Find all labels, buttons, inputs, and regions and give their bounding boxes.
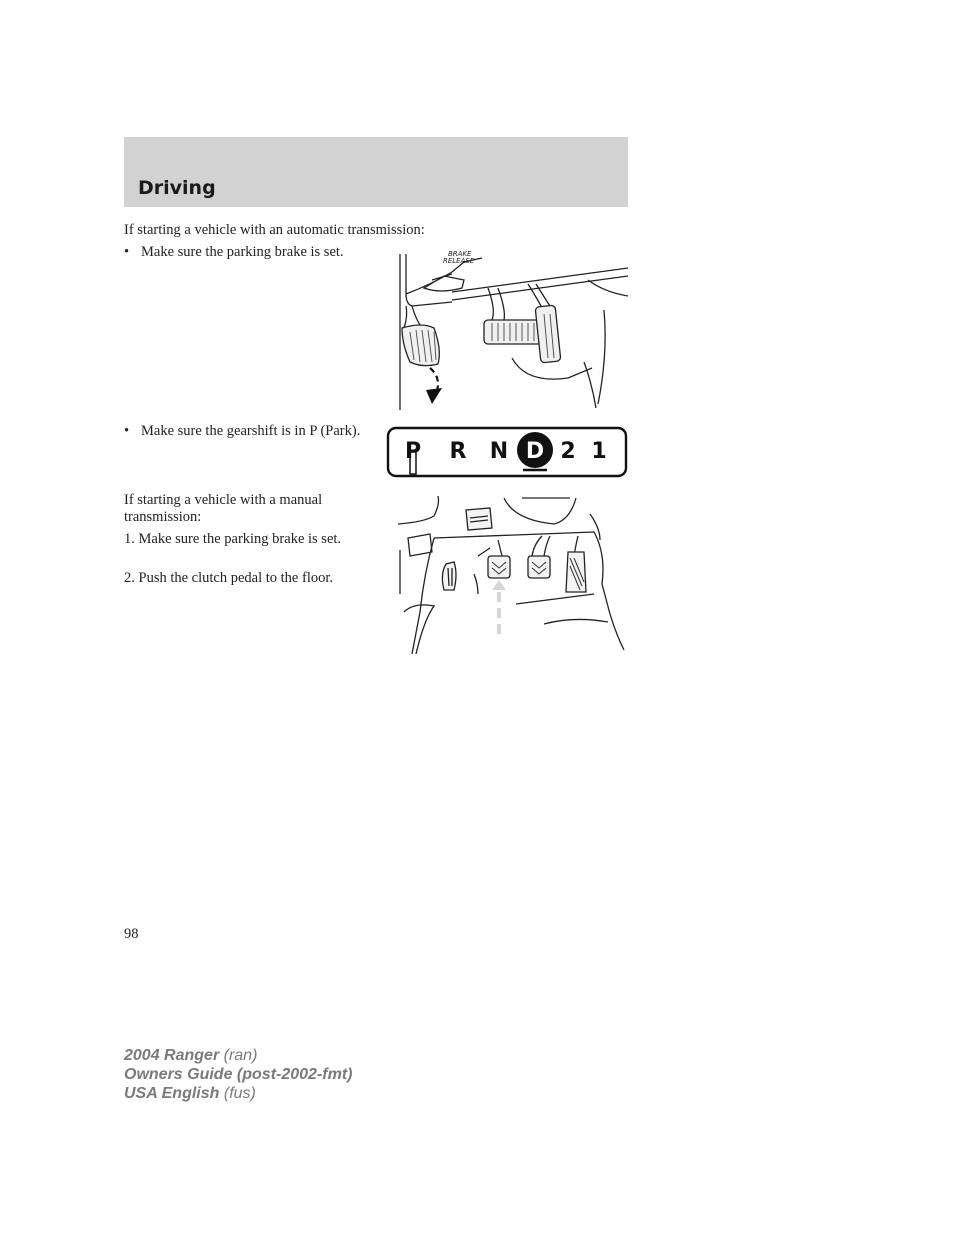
brake-label-line2: RELEASE <box>443 257 475 265</box>
automatic-intro-text: If starting a vehicle with an automatic transmission: <box>124 222 425 238</box>
footer-line-3: USA English (fus) <box>124 1085 256 1102</box>
footer-line-1: 2004 Ranger (ran) <box>124 1047 258 1064</box>
footer-line-2: Owners Guide (post-2002-fmt) <box>124 1066 353 1083</box>
brake-label-line1: BRAKE <box>448 250 472 258</box>
clutch-pedal-illustration <box>394 494 630 654</box>
gearshift-instruction: Make sure the gearshift is in P (Park). <box>141 423 361 439</box>
gear-n: N <box>489 439 509 464</box>
manual-step-1: 1. Make sure the parking brake is set. <box>124 531 342 547</box>
list-item-gearshift <box>124 423 361 440</box>
manual-step-2: 2. Push the clutch pedal to the floor. <box>124 570 334 586</box>
gear-2: 2 <box>560 439 576 464</box>
manual-intro-text: If starting a vehicle with a manual transmission: <box>124 492 323 525</box>
gear-p: P <box>404 439 422 464</box>
parking-brake-instruction: Make sure the parking brake is set. <box>141 244 344 260</box>
gear-d: D <box>525 439 545 464</box>
parking-brake-pedal-illustration <box>392 244 630 410</box>
section-title: Driving <box>138 177 216 199</box>
list-item-parking-brake <box>124 244 361 261</box>
bullet-icon: • <box>124 423 130 439</box>
gear-1: 1 <box>591 439 607 464</box>
bullet-icon: • <box>124 244 130 260</box>
gear-selector-illustration <box>386 426 628 480</box>
document-footer <box>124 1046 352 1103</box>
gear-r: R <box>449 439 467 464</box>
page-number: 98 <box>124 926 139 942</box>
section-header-band <box>124 137 628 207</box>
